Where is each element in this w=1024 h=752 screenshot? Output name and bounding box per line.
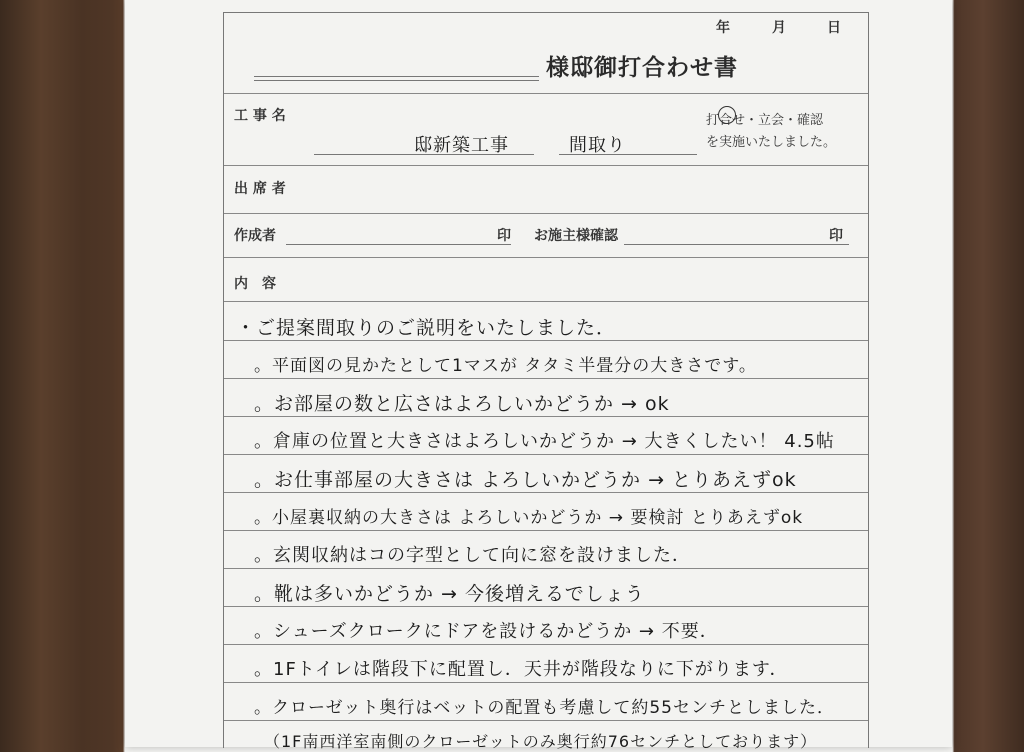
content-rule (224, 378, 868, 379)
content-rule (224, 340, 868, 341)
content-label: 内 容 (234, 276, 276, 292)
client-seal: 印 (829, 228, 843, 244)
notice-line-1: 打合せ・立会・確認 (706, 113, 824, 128)
author-underline (286, 244, 511, 245)
subject-value: 間取り (569, 135, 626, 156)
content-line: 。靴は多いかどうか → 今後増えるでしょう (254, 583, 645, 605)
client-confirm-label: お施主様確認 (534, 228, 618, 244)
content-rule (224, 416, 868, 417)
content-line: 。1Fトイレは階段下に配置し．天井が階段なりに下がります． (254, 659, 789, 680)
content-rule (224, 644, 868, 645)
content-rule (224, 568, 868, 569)
content-line: （1F南西洋室南側のクローゼットのみ奥行約76センチとしております） (264, 732, 818, 751)
divider (224, 301, 868, 302)
divider (224, 93, 868, 94)
client-confirm-underline (624, 244, 849, 245)
content-line: 。小屋裏収納の大きさは よろしいかどうか → 要検討 とりあえずok (254, 508, 804, 528)
content-line: 。シューズクロークにドアを設けるかどうか → 不要． (254, 621, 719, 642)
content-line: 。玄関収納はコの字型として向に窓を設けました． (254, 545, 691, 566)
content-line: 。クローゼット奥行はベットの配置も考慮して約55センチとしました． (254, 698, 835, 718)
form-title: 様邸御打合わせ書 (546, 55, 738, 81)
date-year-label: 年 (716, 20, 730, 36)
author-seal: 印 (497, 228, 511, 244)
content-line: 。お部屋の数と広さはよろしいかどうか → ok (254, 393, 670, 415)
content-line: ・ご提案間取りのご説明をいたしました． (236, 317, 617, 339)
divider (224, 165, 868, 166)
date-day-label: 日 (827, 20, 841, 36)
circle-mark (718, 106, 736, 124)
content-line: 。倉庫の位置と大きさはよろしいかどうか → 大きくしたい！ 4.5帖 (254, 431, 835, 452)
attendees-label: 出 席 者 (234, 181, 286, 197)
date-month-label: 月 (772, 20, 786, 36)
content-rule (224, 454, 868, 455)
content-rule (224, 720, 868, 721)
divider (224, 257, 868, 258)
content-rule (224, 682, 868, 683)
content-rule (224, 492, 868, 493)
author-label: 作成者 (234, 228, 276, 244)
content-line: 。お仕事部屋の大きさは よろしいかどうか → とりあえずok (254, 469, 797, 491)
client-name-blank (254, 76, 539, 81)
content-line: 。平面図の見かたとして1マスが タタミ半畳分の大きさです。 (254, 356, 757, 376)
content-rule (224, 606, 868, 607)
meeting-form (223, 12, 869, 751)
divider (224, 213, 868, 214)
project-value: 邸新築工事 (414, 135, 509, 156)
notice-line-2: を実施いたしました。 (706, 135, 837, 150)
project-label: 工 事 名 (234, 108, 286, 124)
content-rule (224, 530, 868, 531)
subject-underline (559, 154, 697, 155)
project-underline (314, 154, 534, 155)
